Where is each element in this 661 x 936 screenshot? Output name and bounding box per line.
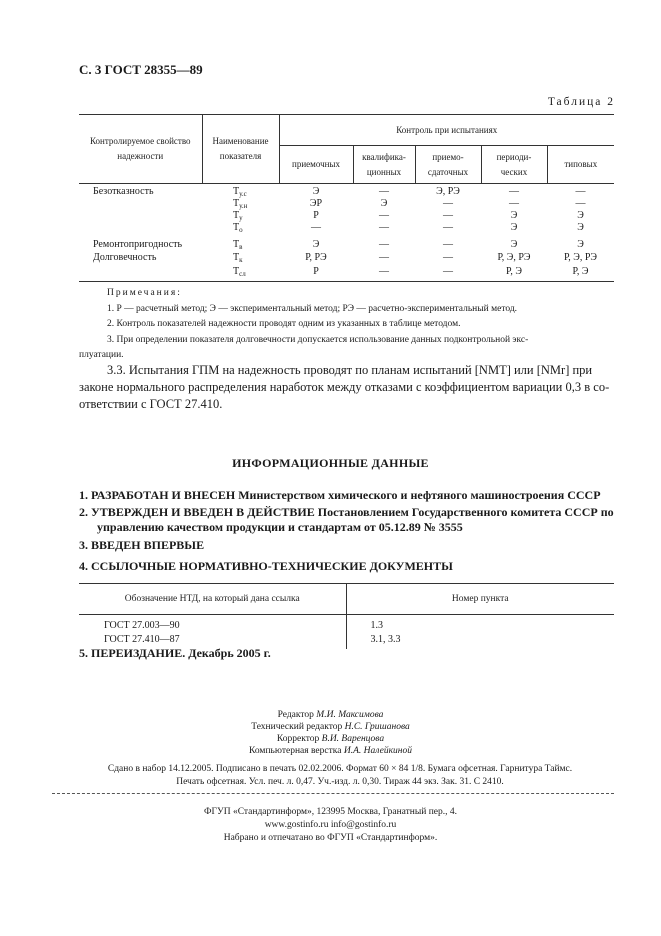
cell-value: Э (577, 239, 584, 250)
cell-value: — (443, 198, 453, 209)
cell-property: Ремонтопригодность (93, 239, 183, 250)
cell-value: Э (312, 239, 320, 250)
table-row (79, 252, 614, 264)
info-item-3: 3. ВВЕДЕН ВПЕРВЫЕ (79, 538, 205, 552)
table-row (79, 222, 614, 234)
credit-name: И.А. Налейкиной (343, 746, 412, 756)
credit-label: Редактор (277, 710, 314, 720)
cell-property: Долговечность (93, 252, 157, 263)
publisher-line: ФГУП «Стандартинформ», 123995 Москва, Гранатный пер., 4. (203, 807, 458, 817)
table-notes (79, 286, 617, 364)
indicator-subscript: о (239, 226, 243, 234)
indicator-symbol: Т (233, 210, 240, 221)
cell-value: Э (312, 186, 320, 197)
cell-value: — (379, 266, 389, 277)
cell-property: Безотказность (93, 186, 154, 197)
table-row (79, 615, 614, 633)
cell-value: Р, РЭ (305, 252, 327, 263)
para-line: 3.3. Испытания ГПМ на надежность проводят по планам испытаний [NMT] или [NMr] при (107, 363, 593, 377)
credit-label: Технический редактор (251, 722, 343, 732)
para-line: законе нормального распределения наработок между отказами с коэффициентом вариации 0,3 в со- (79, 380, 610, 394)
cell-value: — (443, 222, 453, 233)
print-line: Сдано в набор 14.12.2005. Подписано в печать 02.02.2006. Формат 60 × 84 1/8. Бумага офсетная. Гарнитура Таймс. (107, 764, 573, 774)
table-bottom-rule (79, 281, 614, 282)
indicator-symbol: Т (233, 186, 240, 197)
cell-value: — (443, 252, 453, 263)
cell-value: Э (380, 198, 388, 209)
cell-value: — (443, 266, 453, 277)
table-row (79, 266, 614, 278)
table-row (79, 239, 614, 251)
cell-value: — (379, 186, 389, 197)
indicator-subscript: в (239, 243, 243, 251)
indicator-symbol: Т (233, 222, 240, 233)
info-section-title: ИНФОРМАЦИОННЫЕ ДАННЫЕ (232, 456, 429, 470)
subcol-periodic: периоди- ческих (481, 146, 547, 184)
col-control-header: Контроль при испытаниях (279, 115, 614, 146)
cell-value: — (311, 222, 321, 233)
note-item: 3. При определении показателя долговечности допускается использование данных подконтрольной экс- (107, 334, 529, 345)
ntd-doc: ГОСТ 27.003—90 (104, 620, 180, 631)
publisher-line: www.gostinfo.ru info@gostinfo.ru (264, 820, 397, 830)
cell-value: — (379, 239, 389, 250)
indicator-subscript: у.с (239, 190, 247, 198)
ntd-doc: ГОСТ 27.410—87 (104, 634, 180, 645)
indicator-symbol: Т (233, 266, 240, 277)
ntd-col-doc: Обозначение НТД, на который дана ссылка (79, 584, 346, 615)
editorial-credits (0, 709, 661, 757)
info-item-4: 4. ССЫЛОЧНЫЕ НОРМАТИВНО-ТЕХНИЧЕСКИЕ ДОКУМЕНТЫ (79, 559, 453, 573)
cell-value: Э (577, 222, 584, 233)
cell-value: — (443, 210, 453, 221)
cell-value: — (379, 210, 389, 221)
subcol-qualification: квалифика- ционных (353, 146, 415, 184)
info-item-2-line: 2. УТВЕРЖДЕН И ВВЕДЕН В ДЕЙСТВИЕ Постановлением Государственного комитета СССР по (79, 505, 614, 519)
credit-name: М.И. Максимова (316, 710, 384, 720)
col-property-header: Контролируемое свойство надежности (79, 115, 202, 184)
cell-value: Э (510, 222, 518, 233)
credit-label: Корректор (276, 734, 320, 744)
page-header: С. 3 ГОСТ 28355—89 (79, 62, 203, 77)
reference-documents-table (79, 583, 614, 649)
subcol-type: типовых (547, 146, 614, 184)
cell-value: — (379, 222, 389, 233)
subcol-acceptance: приемочных (279, 146, 353, 184)
ntd-clause: 1.3 (346, 615, 614, 633)
note-item: 1. Р — расчетный метод; Э — экспериментальный метод; РЭ — расчетно-экспериментальный метод. (107, 303, 518, 314)
indicator-subscript: сл (239, 270, 246, 278)
table-row (79, 198, 614, 210)
cell-value: Р, Э, РЭ (563, 252, 598, 263)
table-label: Таблица 2 (547, 96, 615, 108)
notes-title: Примечания: (107, 288, 182, 298)
ntd-clause: 3.1, 3.3 (346, 632, 614, 649)
reliability-table-header (79, 114, 614, 184)
cell-value: Э, РЭ (436, 186, 460, 197)
cell-value: Э (510, 210, 518, 221)
table-row (79, 210, 614, 222)
credit-name: Н.С. Гришанова (344, 722, 410, 732)
credit-name: В.И. Варенцова (321, 734, 385, 744)
publisher-line: Набрано и отпечатано во ФГУП «Стандартинформ». (223, 833, 438, 843)
print-line: Печать офсетная. Усл. печ. л. 0,47. Уч.-изд. л. 0,30. Тираж 44 экз. Зак. 31. С 2410. (176, 777, 504, 787)
table-row (79, 186, 614, 198)
cell-value: Э (510, 239, 518, 250)
ntd-col-clause: Номер пункта (346, 584, 614, 615)
cell-value: Э (577, 210, 584, 221)
cell-value: Р (313, 210, 319, 221)
cell-value: Р, Э (506, 266, 522, 277)
cell-value: — (575, 186, 586, 197)
print-info (60, 763, 620, 789)
cell-value: Р (313, 266, 319, 277)
indicator-subscript: у.н (239, 202, 248, 210)
cell-value: — (379, 252, 389, 263)
credit-label: Компьютерная верстка (249, 746, 342, 756)
note-item: 2. Контроль показателей надежности проводят одним из указанных в таблице методом. (107, 319, 461, 329)
cell-value: Р, Э (572, 266, 589, 277)
indicator-subscript: к (239, 256, 243, 264)
para-line: ответствии с ГОСТ 27.410. (79, 397, 223, 411)
cell-value: — (509, 186, 519, 197)
paragraph-3-3 (79, 362, 616, 413)
info-item-2-line: управлению качеством продукции и стандартам от 05.12.89 № 3555 (97, 520, 463, 534)
indicator-symbol: Т (233, 239, 240, 250)
col-indicator-header: Наименование показателя (202, 115, 279, 184)
indicator-subscript: у (239, 214, 243, 222)
info-item-1: 1. РАЗРАБОТАН И ВНЕСЕН Министерством химического и нефтяного машиностроения СССР (79, 488, 601, 502)
info-item-2 (79, 505, 619, 535)
cell-value: — (509, 198, 519, 209)
cell-value: — (575, 198, 586, 209)
subcol-delivery: приемо- сдаточных (415, 146, 481, 184)
cell-value: ЭР (309, 198, 323, 209)
note-continuation: плуатации. (79, 350, 124, 360)
cell-value: — (443, 239, 453, 250)
indicator-symbol: Т (233, 252, 240, 263)
publisher-info (0, 806, 661, 845)
indicator-symbol: Т (233, 198, 240, 209)
cell-value: Р, Э, РЭ (497, 252, 531, 263)
footer-separator (52, 793, 614, 794)
info-item-5: 5. ПЕРЕИЗДАНИЕ. Декабрь 2005 г. (79, 646, 271, 660)
